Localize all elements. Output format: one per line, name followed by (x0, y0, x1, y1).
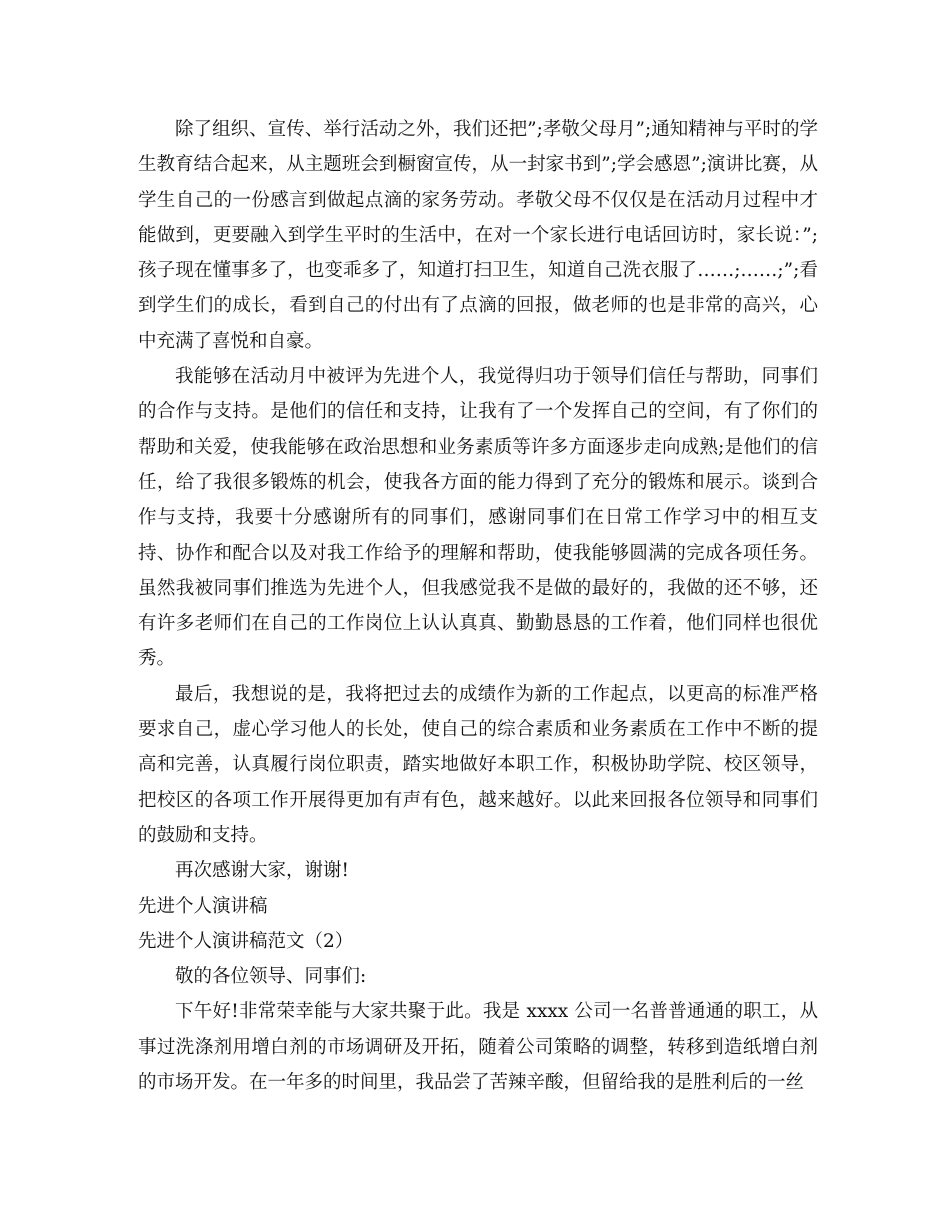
paragraph-closing-thanks: 再次感谢大家，谢谢! (175, 860, 349, 882)
paragraph-thanks-colleagues: 我能够在活动月中被评为先进个人，我觉得归功于领导们信任与帮助，同事们的合作与支持。是他们的信任和支持，让我有了一个发挥自己的空间，有了你们的帮助和关爱，使我能够在政治思想和业务素质等许多方面逐步走向成熟;是他们的信任，给了我很多锻炼的机会，使我各方面的能力得到了充分的锻炼和展示。谈到合作与支持，我要十分感谢所有的同事们，感谢同事们在日常工作学习中的相互支持、协作和配合以及对我工作给予的理解和帮助，使我能够圆满的完成各项任务。虽然我被同事们推选为先进个人，但我感觉我不是做的最好的，我做的还不够，还有许多老师们在自己的工作岗位上认认真真、勤勤恳恳的工作着，他们同样也很优秀。 (138, 366, 818, 670)
paragraph-filial-piety-activity: 除了组织、宣传、举行活动之外，我们还把”;孝敬父母月”;通知精神与平时的学生教育结合起来，从主题班会到橱窗宣传，从一封家书到”;学会感恩”;演讲比赛，从学生自己的一份感言到做起点滴的家务劳动。孝敬父母不仅仅是在活动月过程中才能做到，更要融入到学生平时的生活中，在对一个家长进行电话回访时，家长说：”;孩子现在懂事多了，也变乖多了，知道打扫卫生，知道自己洗衣服了……;……;”;看到学生们的成长，看到自己的付出有了点滴的回报，做老师的也是非常的高兴，心中充满了喜悦和自豪。 (138, 119, 818, 352)
salutation: 敬的各位领导、同事们: (175, 966, 367, 988)
section-heading: 先进个人演讲稿 (138, 895, 268, 917)
section-subheading: 先进个人演讲稿范文（2） (138, 930, 354, 952)
document-body (138, 112, 818, 1100)
paragraph-speech-intro: 下午好!非常荣幸能与大家共聚于此。我是 xxxx 公司一名普普通通的职工，从事过洗涤剂用增白剂的市场调研及开拓，随着公司策略的调整，转移到造纸增白剂的市场开发。在一年多的时间里，我品尝了苦辣辛酸，但留给我的是胜利后的一丝 (138, 1001, 818, 1094)
paragraph-future-commitment: 最后，我想说的是，我将把过去的成绩作为新的工作起点，以更高的标准严格要求自己，虚心学习他人的长处，使自己的综合素质和业务素质在工作中不断的提高和完善，认真履行岗位职责，踏实地做好本职工作，积极协助学院、校区领导，把校区的各项工作开展得更加有声有色，越来越好。以此来回报各位领导和同事们的鼓励和支持。 (138, 683, 818, 846)
